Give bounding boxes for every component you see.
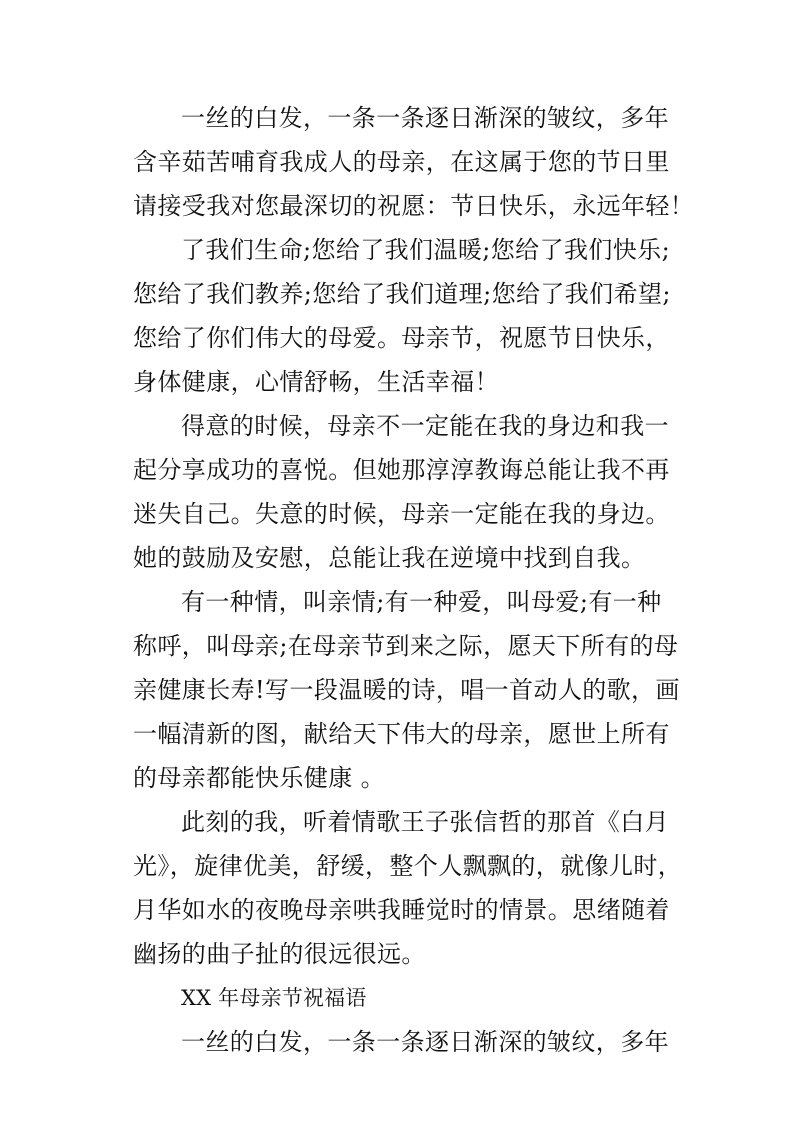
paragraph-line: 起分享成功的喜悦。但她那淳淳教诲总能让我不再 xyxy=(133,456,670,484)
paragraph-line: 了我们生命;您给了我们温暖;您给了我们快乐; xyxy=(181,236,671,264)
paragraph-line: 称呼，叫母亲;在母亲节到来之际，愿天下所有的母 xyxy=(133,632,679,660)
paragraph-line: 光》，旋律优美，舒缓，整个人飘飘的，就像儿时， xyxy=(133,852,683,880)
paragraph-line: 得意的时候，母亲不一定能在我的身边和我一 xyxy=(181,412,669,440)
paragraph-line: 一幅清新的图，献给天下伟大的母亲，愿世上所有 xyxy=(133,720,670,748)
paragraph-line: 的母亲都能快乐健康 。 xyxy=(133,764,386,792)
paragraph-line: 身体健康，心情舒畅，生活幸福！ xyxy=(133,368,499,396)
paragraph-line: 幽扬的曲子扯的很远很远。 xyxy=(133,940,426,968)
section-heading: XX 年母亲节祝福语 xyxy=(181,986,367,1010)
paragraph-line: 亲健康长寿!写一段温暖的诗，唱一首动人的歌，画 xyxy=(133,676,680,704)
paragraph-line: 您给了我们教养;您给了我们道理;您给了我们希望; xyxy=(133,280,671,308)
paragraph-line: 您给了你们伟大的母爱。母亲节，祝愿节日快乐， xyxy=(133,324,670,352)
paragraph-line: 一丝的白发，一条一条逐日渐深的皱纹，多年 xyxy=(181,1028,669,1056)
paragraph-line: 她的鼓励及安慰，总能让我在逆境中找到自我。 xyxy=(133,544,646,572)
paragraph-line: 月华如水的夜晚母亲哄我睡觉时的情景。思绪随着 xyxy=(133,896,670,924)
paragraph-line: 迷失自己。失意的时候，母亲一定能在我的身边。 xyxy=(133,500,670,528)
paragraph-line: 请接受我对您最深切的祝愿：节日快乐，永远年轻！ xyxy=(133,192,695,220)
paragraph-line: 此刻的我，听着情歌王子张信哲的那首《白月 xyxy=(181,808,669,836)
paragraph-line: 一丝的白发，一条一条逐日渐深的皱纹，多年 xyxy=(181,104,669,132)
paragraph-line: 含辛茹苦哺育我成人的母亲，在这属于您的节日里 xyxy=(133,148,670,176)
paragraph-line: 有一种情，叫亲情;有一种爱，叫母爱;有一种 xyxy=(181,588,662,616)
